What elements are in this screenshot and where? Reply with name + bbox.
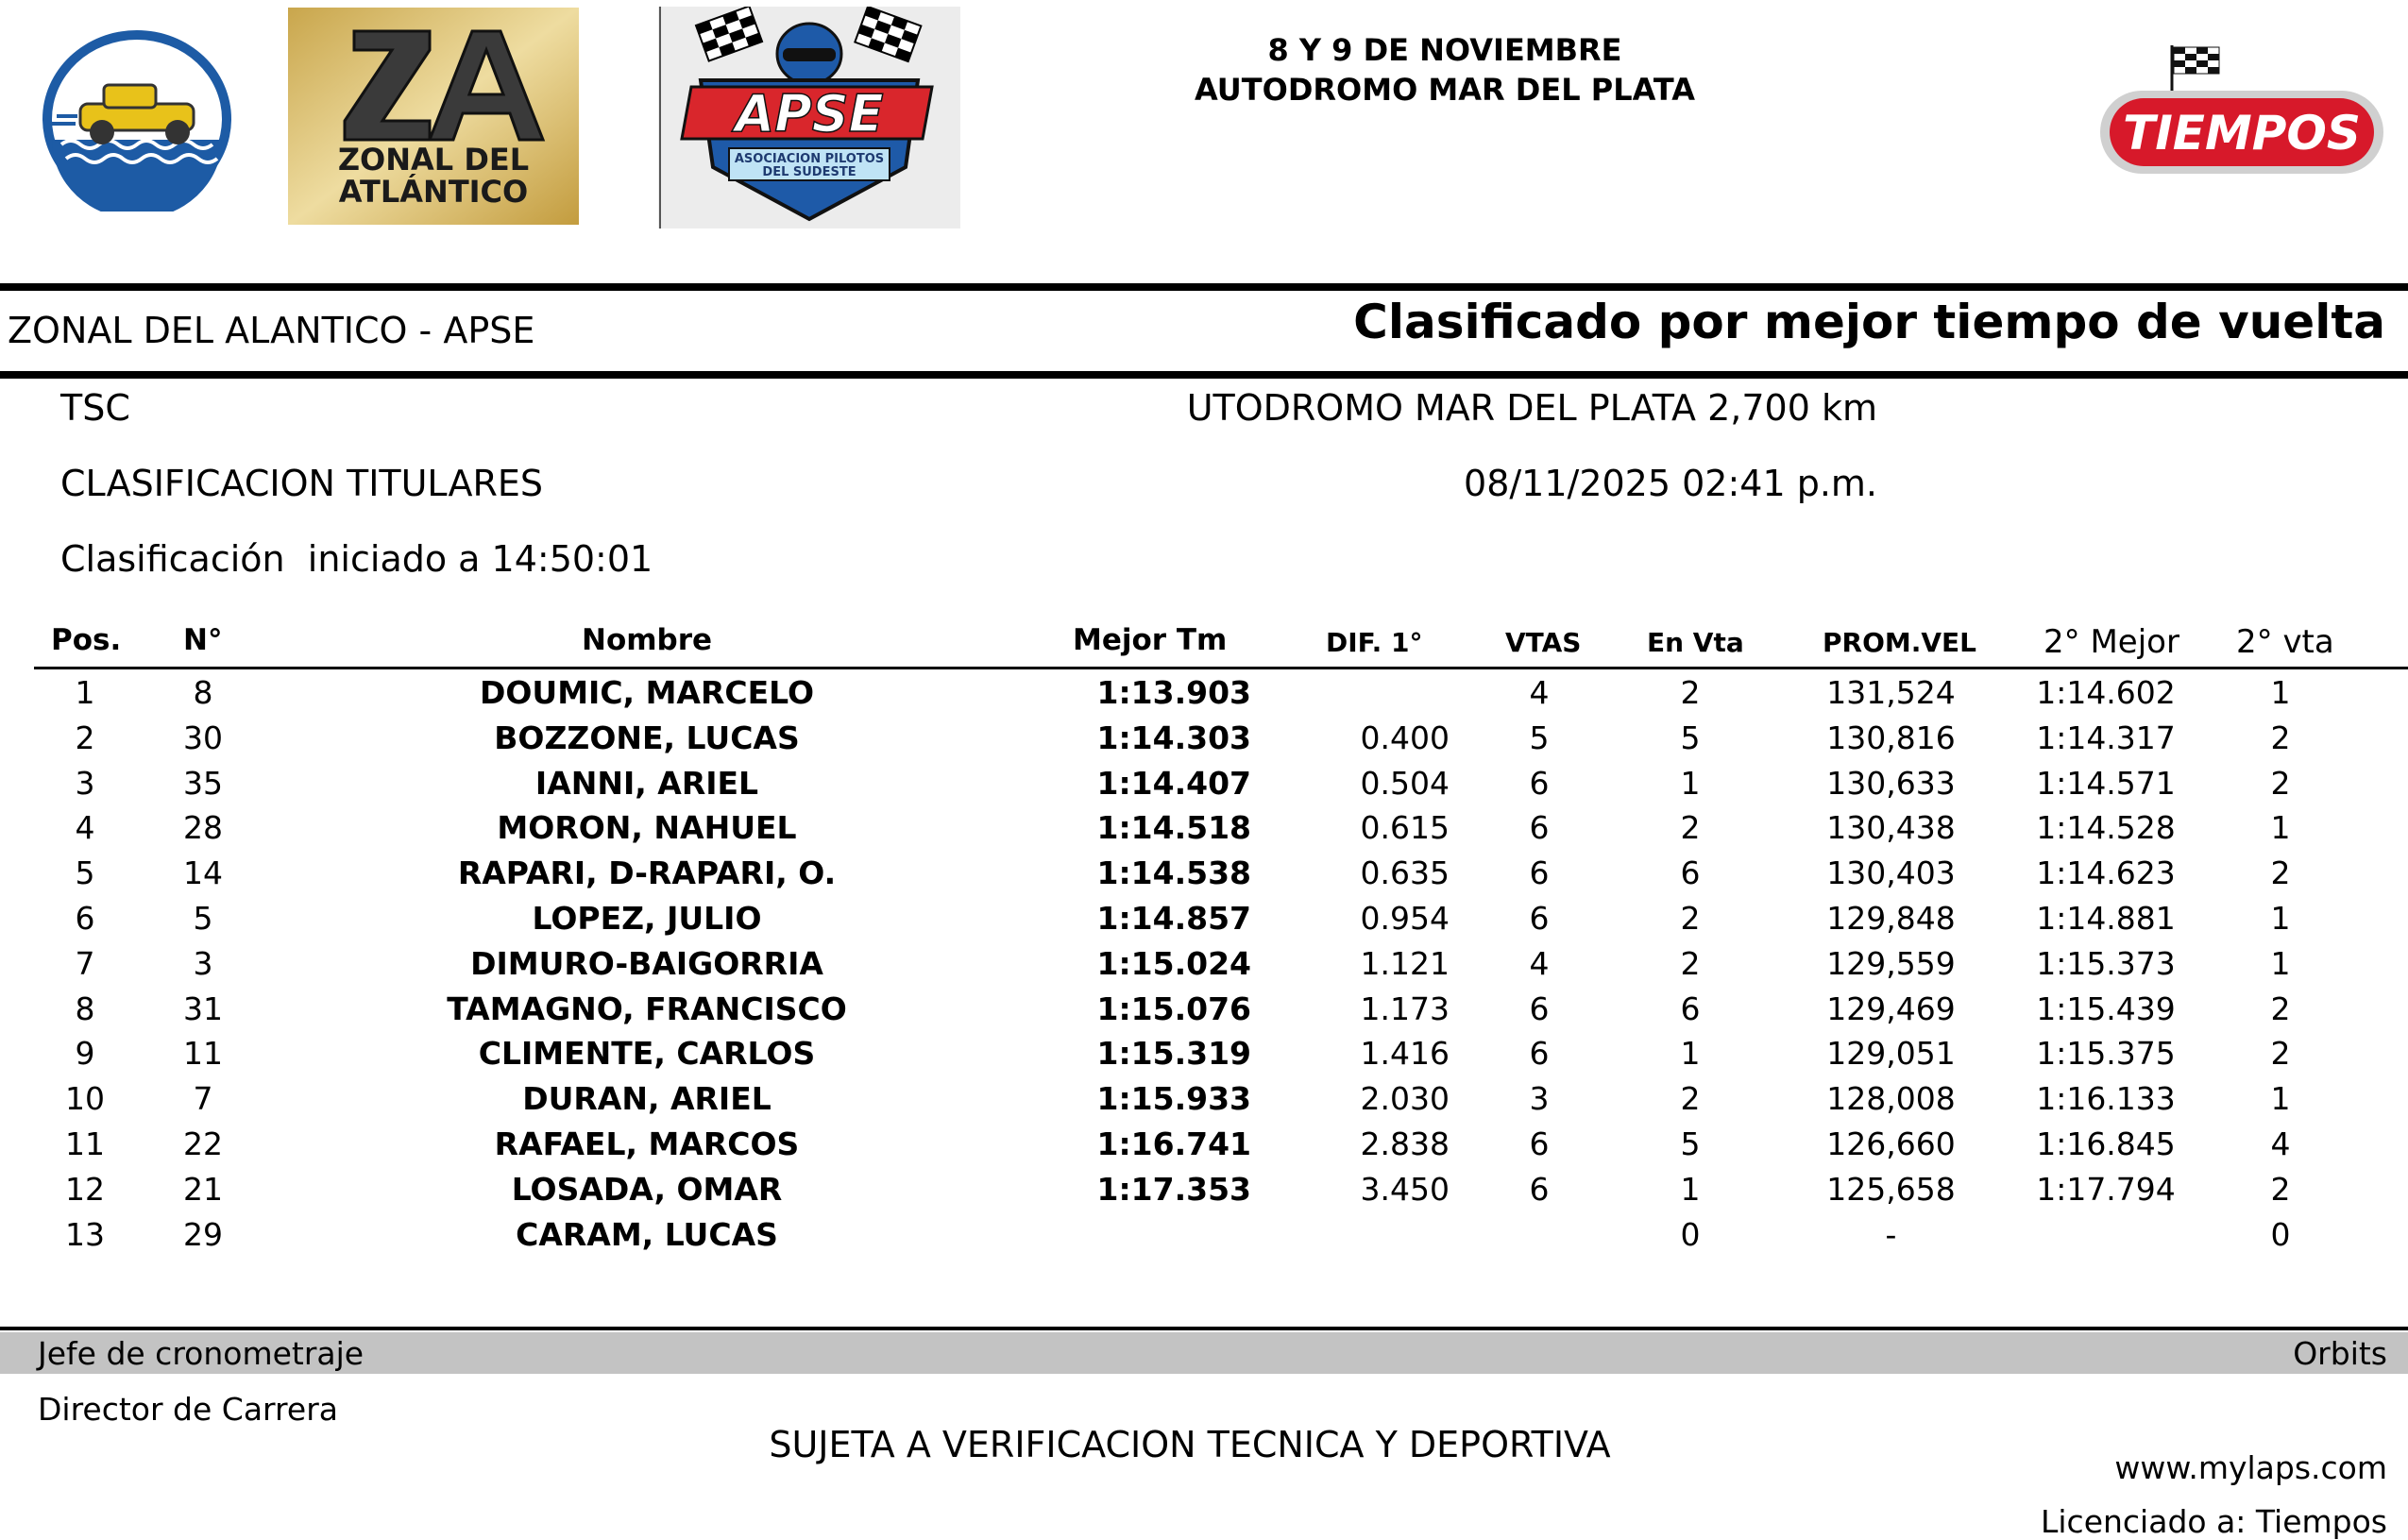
row-on-lap: 6 [1680, 990, 1701, 1027]
row-second-lap: 1 [2270, 674, 2291, 711]
row-diff: 0.954 [1360, 900, 1450, 937]
row-on-lap: 2 [1680, 674, 1701, 711]
row-best-time: 1:14.518 [1096, 809, 1251, 847]
svg-text:ZONAL DEL: ZONAL DEL [337, 142, 530, 178]
row-best-time: 1:15.076 [1096, 990, 1251, 1027]
row-car-number: 14 [183, 855, 223, 892]
apse-logo [658, 7, 960, 228]
row-diff: 1.121 [1360, 944, 1450, 982]
row-on-lap: 6 [1680, 855, 1701, 892]
row-avg-speed: 125,658 [1826, 1170, 1956, 1208]
row-diff: 3.450 [1360, 1170, 1450, 1208]
row-driver-name: DIMURO-BAIGORRIA [470, 944, 823, 982]
row-car-number: 5 [193, 900, 213, 937]
col-number: N° [183, 623, 223, 657]
table-row [0, 853, 2408, 898]
row-diff: 2.030 [1360, 1080, 1450, 1118]
row-second-lap: 2 [2270, 1035, 2291, 1073]
report-datetime: 08/11/2025 02:41 p.m. [1464, 463, 1877, 504]
row-diff: 0.504 [1360, 764, 1450, 802]
row-laps: 6 [1529, 1170, 1550, 1208]
row-driver-name: RAPARI, D-RAPARI, O. [457, 855, 837, 892]
row-car-number: 31 [183, 990, 223, 1027]
timekeeper-label: Jefe de cronometraje [38, 1335, 365, 1372]
row-position: 13 [65, 1215, 105, 1253]
row-position: 9 [75, 1035, 95, 1073]
row-avg-speed: 129,848 [1826, 900, 1956, 937]
row-second-lap: 1 [2270, 809, 2291, 847]
row-laps: 4 [1529, 944, 1550, 982]
col-on-lap: En Vta [1647, 627, 1744, 658]
row-on-lap: 5 [1680, 719, 1701, 756]
row-diff: 2.838 [1360, 1125, 1450, 1162]
row-position: 12 [65, 1170, 105, 1208]
row-position: 1 [75, 674, 95, 711]
report-title: Clasificado por mejor tiempo de vuelta [1353, 295, 2385, 349]
row-second-lap: 2 [2270, 719, 2291, 756]
row-laps: 5 [1529, 719, 1550, 756]
timing-system: Orbits [2293, 1335, 2387, 1372]
row-best-time: 1:16.741 [1096, 1125, 1251, 1162]
row-avg-speed: 128,008 [1826, 1080, 1956, 1118]
row-second-lap: 2 [2270, 855, 2291, 892]
row-second-best: 1:16.133 [2036, 1080, 2176, 1118]
col-best-time: Mejor Tm [1073, 623, 1228, 657]
event-date: 8 Y 9 DE NOVIEMBRE [1267, 32, 1622, 68]
col-laps: VTAS [1505, 627, 1582, 658]
row-driver-name: IANNI, ARIEL [534, 764, 759, 802]
row-car-number: 22 [183, 1125, 223, 1162]
svg-text:DEL SUDESTE: DEL SUDESTE [762, 165, 856, 179]
row-best-time: 1:14.538 [1096, 855, 1251, 892]
row-best-time: 1:14.407 [1096, 764, 1251, 802]
row-laps: 6 [1529, 990, 1550, 1027]
row-diff: 0.615 [1360, 809, 1450, 847]
row-second-best: 1:15.439 [2036, 990, 2176, 1027]
results-table-header [34, 623, 2408, 665]
row-on-lap: 2 [1680, 1080, 1701, 1118]
table-row [0, 763, 2408, 808]
svg-text:ASOCIACION PILOTOS: ASOCIACION PILOTOS [734, 152, 885, 166]
row-second-best: 1:14.528 [2036, 809, 2176, 847]
row-position: 10 [65, 1080, 105, 1118]
row-laps: 3 [1529, 1080, 1550, 1118]
row-diff: 0.400 [1360, 719, 1450, 756]
row-car-number: 29 [183, 1215, 223, 1253]
row-laps: 6 [1529, 1125, 1550, 1162]
row-second-best: 1:14.602 [2036, 674, 2176, 711]
event-header [944, 30, 1945, 110]
row-second-lap: 0 [2270, 1215, 2291, 1253]
row-driver-name: DOUMIC, MARCELO [479, 674, 815, 711]
session-start: Clasificación iniciado a 14:50:01 [60, 538, 653, 580]
circuit: UTODROMO MAR DEL PLATA 2,700 km [1186, 387, 1877, 429]
col-avg-speed: PROM.VEL [1823, 627, 1977, 658]
row-avg-speed: 130,403 [1826, 855, 1956, 892]
row-best-time: 1:14.303 [1096, 719, 1251, 756]
row-on-lap: 0 [1680, 1215, 1701, 1253]
row-avg-speed: - [1885, 1215, 1897, 1253]
row-second-best: 1:14.881 [2036, 900, 2176, 937]
row-second-best: 1:14.317 [2036, 719, 2176, 756]
row-on-lap: 1 [1680, 1170, 1701, 1208]
table-row [0, 807, 2408, 853]
row-best-time: 1:13.903 [1096, 674, 1251, 711]
row-avg-speed: 130,438 [1826, 809, 1956, 847]
table-row [0, 1033, 2408, 1078]
svg-text:ATLÁNTICO: ATLÁNTICO [338, 174, 529, 210]
results-table-body [0, 672, 2408, 1286]
row-laps: 6 [1529, 809, 1550, 847]
row-on-lap: 5 [1680, 1125, 1701, 1162]
col-diff: DIF. 1° [1326, 627, 1423, 658]
row-car-number: 3 [193, 944, 213, 982]
row-driver-name: LOSADA, OMAR [511, 1170, 783, 1208]
row-best-time: 1:15.024 [1096, 944, 1251, 982]
row-avg-speed: 129,469 [1826, 990, 1956, 1027]
row-laps: 6 [1529, 1035, 1550, 1073]
table-row [0, 898, 2408, 943]
row-on-lap: 2 [1680, 900, 1701, 937]
row-driver-name: BOZZONE, LUCAS [494, 719, 800, 756]
license-text: Licenciado a: Tiempos [2041, 1503, 2387, 1540]
row-car-number: 7 [193, 1080, 213, 1118]
row-best-time: 1:15.933 [1096, 1080, 1251, 1118]
row-best-time: 1:17.353 [1096, 1170, 1251, 1208]
table-row [0, 672, 2408, 718]
row-position: 11 [65, 1125, 105, 1162]
row-position: 3 [75, 764, 95, 802]
row-best-time: 1:14.857 [1096, 900, 1251, 937]
header-rule-bottom [0, 371, 2408, 379]
row-second-lap: 2 [2270, 1170, 2291, 1208]
svg-text:APSE: APSE [735, 84, 884, 144]
row-driver-name: DURAN, ARIEL [522, 1080, 772, 1118]
row-avg-speed: 130,633 [1826, 764, 1956, 802]
row-laps: 6 [1529, 855, 1550, 892]
row-second-best: 1:14.623 [2036, 855, 2176, 892]
row-on-lap: 2 [1680, 944, 1701, 982]
row-diff: 0.635 [1360, 855, 1450, 892]
table-row [0, 1124, 2408, 1169]
row-driver-name: MORON, NAHUEL [497, 809, 797, 847]
col-name: Nombre [582, 623, 713, 657]
table-row [0, 1214, 2408, 1260]
row-avg-speed: 129,051 [1826, 1035, 1956, 1073]
row-best-time: 1:15.319 [1096, 1035, 1251, 1073]
row-car-number: 11 [183, 1035, 223, 1073]
row-diff: 1.416 [1360, 1035, 1450, 1073]
row-second-lap: 1 [2270, 900, 2291, 937]
row-position: 2 [75, 719, 95, 756]
row-on-lap: 1 [1680, 1035, 1701, 1073]
row-driver-name: LOPEZ, JULIO [532, 900, 762, 937]
organization-name: ZONAL DEL ALANTICO - APSE [8, 310, 535, 351]
col-second-best: 2° Mejor [2043, 623, 2179, 661]
row-avg-speed: 129,559 [1826, 944, 1956, 982]
zonal-car-logo [38, 26, 236, 212]
row-car-number: 28 [183, 809, 223, 847]
row-position: 5 [75, 855, 95, 892]
table-header-rule [34, 667, 2408, 669]
row-driver-name: CLIMENTE, CARLOS [478, 1035, 816, 1073]
row-position: 6 [75, 900, 95, 937]
row-car-number: 8 [193, 674, 213, 711]
row-second-lap: 1 [2270, 1080, 2291, 1118]
zonal-del-atlantico-logo [288, 8, 579, 225]
row-laps: 6 [1529, 764, 1550, 802]
row-position: 7 [75, 944, 95, 982]
row-avg-speed: 131,524 [1826, 674, 1956, 711]
row-car-number: 35 [183, 764, 223, 802]
row-second-lap: 2 [2270, 990, 2291, 1027]
table-row [0, 718, 2408, 763]
row-car-number: 30 [183, 719, 223, 756]
session-name: CLASIFICACION TITULARES [60, 463, 543, 504]
footer-rule [0, 1327, 2408, 1330]
header-rule-top [0, 283, 2408, 291]
row-laps: 6 [1529, 900, 1550, 937]
row-second-best: 1:16.845 [2036, 1125, 2176, 1162]
row-on-lap: 2 [1680, 809, 1701, 847]
row-laps: 4 [1529, 674, 1550, 711]
category: TSC [60, 387, 130, 429]
row-position: 4 [75, 809, 95, 847]
col-pos: Pos. [51, 623, 122, 657]
tiempos-logo [2096, 38, 2389, 179]
row-driver-name: RAFAEL, MARCOS [494, 1125, 800, 1162]
row-car-number: 21 [183, 1170, 223, 1208]
col-second-lap: 2° vta [2236, 623, 2334, 661]
race-director-label: Director de Carrera [38, 1391, 338, 1428]
row-driver-name: CARAM, LUCAS [516, 1215, 778, 1253]
row-driver-name: TAMAGNO, FRANCISCO [447, 990, 847, 1027]
row-avg-speed: 130,816 [1826, 719, 1956, 756]
table-row [0, 989, 2408, 1034]
row-second-best: 1:14.571 [2036, 764, 2176, 802]
row-second-lap: 2 [2270, 764, 2291, 802]
table-row [0, 943, 2408, 989]
row-diff: 1.173 [1360, 990, 1450, 1027]
row-avg-speed: 126,660 [1826, 1125, 1956, 1162]
row-position: 8 [75, 990, 95, 1027]
row-second-best: 1:15.375 [2036, 1035, 2176, 1073]
event-venue: AUTODROMO MAR DEL PLATA [1195, 72, 1695, 108]
table-row [0, 1169, 2408, 1214]
row-on-lap: 1 [1680, 764, 1701, 802]
verification-notice: SUJETA A VERIFICACION TECNICA Y DEPORTIVA [769, 1424, 1611, 1465]
website-link[interactable]: www.mylaps.com [2114, 1449, 2387, 1486]
table-row [0, 1078, 2408, 1124]
row-second-lap: 1 [2270, 944, 2291, 982]
svg-text:TIEMPOS: TIEMPOS [2123, 106, 2361, 161]
row-second-lap: 4 [2270, 1125, 2291, 1162]
row-second-best: 1:15.373 [2036, 944, 2176, 982]
row-second-best: 1:17.794 [2036, 1170, 2176, 1208]
